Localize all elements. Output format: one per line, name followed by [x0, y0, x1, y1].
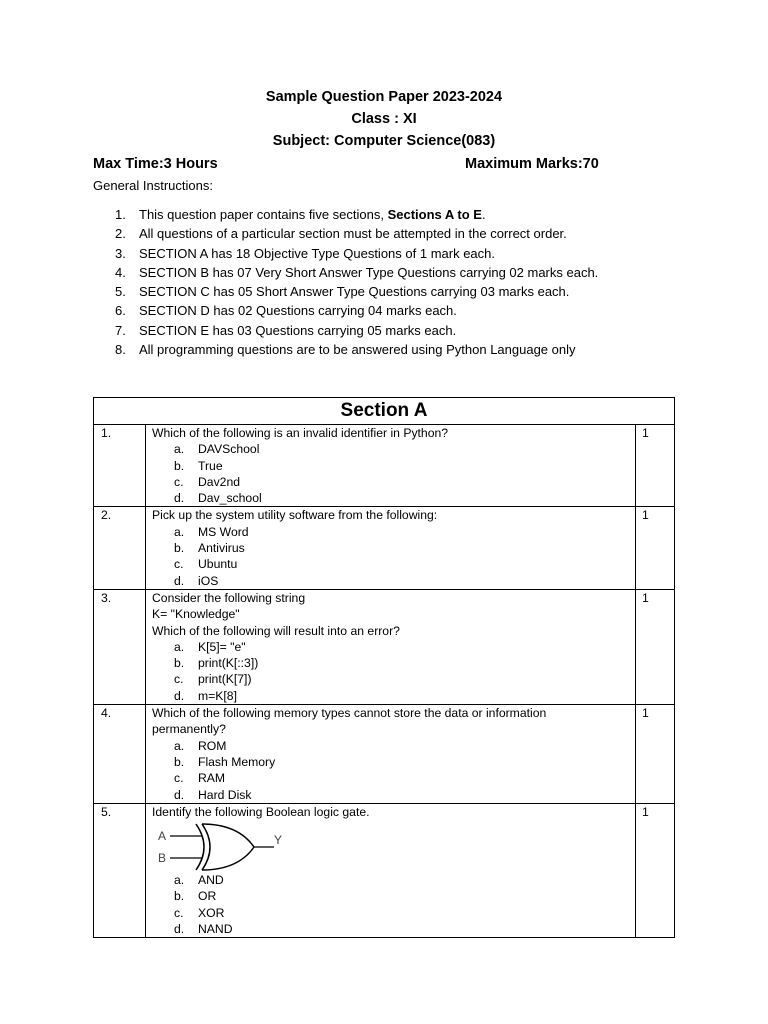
question-marks	[636, 589, 675, 704]
question-number-text: 4.	[101, 706, 112, 721]
instruction-item	[93, 301, 693, 320]
answer-option	[152, 639, 635, 655]
option-letter: c.	[174, 905, 184, 920]
option-text: MS Word	[198, 524, 249, 539]
option-letter: a.	[174, 442, 185, 457]
option-text: NAND	[198, 922, 233, 937]
question-row	[94, 705, 675, 804]
option-text: Antivirus	[198, 541, 245, 556]
question-marks	[636, 425, 675, 507]
max-marks: Maximum Marks:70	[465, 156, 599, 172]
question-text: Which of the following memory types cannot store the data or information	[152, 706, 547, 721]
question-number	[94, 589, 146, 704]
instruction-item	[93, 282, 693, 301]
instruction-number: 3.	[115, 245, 126, 261]
option-letter: a.	[174, 738, 185, 753]
answer-option	[152, 490, 635, 506]
option-letter: d.	[174, 787, 185, 802]
question-row	[94, 507, 675, 589]
instruction-text: SECTION D has 02 Questions carrying 04 marks each.	[139, 303, 457, 319]
question-row	[94, 589, 675, 704]
option-text: Flash Memory	[198, 754, 276, 769]
answer-option	[152, 556, 635, 572]
option-text: m=K[8]	[198, 688, 237, 703]
option-letter: a.	[174, 639, 185, 654]
marks-value: 1	[642, 508, 649, 523]
option-text: RAM	[198, 771, 226, 786]
instruction-number: 8.	[115, 342, 126, 358]
option-letter: c.	[174, 474, 184, 489]
question-marks	[636, 705, 675, 804]
answer-option	[152, 787, 635, 803]
gate-input-a-label: A	[158, 829, 167, 844]
question-number-text: 1.	[101, 426, 112, 440]
question-number	[94, 803, 146, 937]
instruction-number: 1.	[115, 207, 126, 222]
instruction-text: SECTION E has 03 Questions carrying 05 marks each.	[139, 322, 457, 338]
class-line: Class : XI	[351, 111, 417, 127]
gate-output-label: Y	[274, 833, 283, 848]
instruction-text: All programming questions are to be answered using Python Language only	[139, 342, 576, 358]
question-text: permanently?	[152, 722, 226, 737]
option-letter: a.	[174, 524, 185, 539]
instruction-text: SECTION C has 05 Short Answer Type Questions carrying 03 marks each.	[139, 284, 570, 300]
answer-option	[152, 688, 635, 704]
instruction-text: SECTION B has 07 Very Short Answer Type Questions carrying 02 marks each.	[139, 264, 599, 280]
option-letter: d.	[174, 922, 185, 937]
option-letter: b.	[174, 458, 185, 473]
question-body	[146, 589, 636, 704]
option-letter: a.	[174, 873, 185, 888]
option-text: K[5]= "e"	[198, 639, 246, 654]
question-number	[94, 425, 146, 507]
answer-option	[152, 524, 635, 540]
question-body	[146, 705, 636, 804]
answer-option	[152, 754, 635, 770]
option-text: AND	[198, 873, 224, 888]
answer-option	[152, 921, 635, 937]
option-letter: b.	[174, 889, 185, 904]
option-letter: c.	[174, 771, 184, 786]
instruction-item	[93, 321, 693, 340]
instruction-item	[93, 205, 693, 224]
instruction-tail: .	[481, 207, 486, 222]
option-text: Dav_school	[198, 491, 262, 506]
question-row	[94, 425, 675, 507]
option-text: ROM	[198, 738, 227, 753]
question-text: Pick up the system utility software from the following:	[152, 508, 438, 523]
answer-option	[152, 458, 635, 474]
option-text: Hard Disk	[198, 787, 252, 802]
option-text: print(K[7])	[198, 672, 252, 687]
option-text: Ubuntu	[198, 557, 238, 572]
option-letter: d.	[174, 688, 185, 703]
answer-option	[152, 872, 635, 888]
answer-option	[152, 540, 635, 556]
option-letter: b.	[174, 541, 185, 556]
instruction-text: All questions of a particular section must be attempted in the correct order.	[139, 226, 567, 242]
instruction-item	[93, 340, 693, 359]
option-text: True	[198, 458, 223, 473]
marks-value: 1	[642, 804, 649, 819]
instructions-list	[93, 205, 693, 359]
instruction-number: 5.	[115, 284, 126, 300]
instruction-bold-text: Sections A to E	[387, 207, 482, 222]
gate-back-curve	[202, 824, 210, 870]
answer-option	[152, 888, 635, 904]
gate-input-curve	[196, 824, 204, 870]
option-letter: c.	[174, 557, 184, 572]
question-text: Which of the following will result into an error?	[152, 623, 400, 638]
option-text: Dav2nd	[198, 474, 241, 489]
marks-value: 1	[642, 706, 649, 721]
instruction-text: SECTION A has 18 Objective Type Questions of 1 mark each.	[139, 245, 495, 261]
option-letter: d.	[174, 491, 185, 506]
instruction-number: 4.	[115, 264, 126, 280]
question-text: Consider the following string	[152, 590, 306, 605]
answer-option	[152, 441, 635, 457]
answer-option	[152, 671, 635, 687]
question-number-text: 2.	[101, 508, 112, 523]
option-letter: d.	[174, 573, 185, 588]
instruction-number: 6.	[115, 303, 126, 319]
paper-title: Sample Question Paper 2023-2024	[265, 89, 503, 105]
question-body	[146, 507, 636, 589]
time-marks-row	[93, 156, 623, 172]
section-title: Section A	[94, 398, 675, 425]
answer-option	[152, 905, 635, 921]
question-text: Which of the following is an invalid identifier in Python?	[152, 426, 449, 440]
question-text: K= "Knowledge"	[152, 607, 240, 622]
question-number-text: 5.	[101, 804, 112, 819]
option-text: print(K[::3])	[198, 656, 259, 671]
question-number	[94, 507, 146, 589]
answer-option	[152, 655, 635, 671]
option-letter: b.	[174, 754, 185, 769]
option-letter: b.	[174, 656, 185, 671]
instruction-item	[93, 263, 693, 282]
answer-option	[152, 738, 635, 754]
instruction-item	[93, 224, 693, 243]
general-instructions-heading: General Instructions:	[93, 178, 213, 193]
option-text: XOR	[198, 905, 225, 920]
question-body	[146, 803, 636, 937]
gate-input-b-label: B	[158, 851, 167, 866]
option-letter: c.	[174, 672, 184, 687]
question-body	[146, 425, 636, 507]
question-row	[94, 803, 675, 937]
answer-option	[152, 474, 635, 490]
instruction-number: 2.	[115, 226, 126, 242]
instruction-number: 7.	[115, 322, 126, 338]
subject-line: Subject: Computer Science(083)	[272, 133, 496, 149]
question-number	[94, 705, 146, 804]
question-marks	[636, 803, 675, 937]
section-a-table	[93, 397, 675, 938]
answer-option	[152, 770, 635, 786]
instruction-text: This question paper contains five sections,	[139, 207, 388, 222]
option-text: iOS	[198, 573, 219, 588]
option-text: OR	[198, 889, 217, 904]
question-text: Identify the following Boolean logic gate.	[152, 804, 370, 819]
question-number-text: 3.	[101, 590, 112, 605]
max-time: Max Time:3 Hours	[93, 156, 218, 172]
xor-gate-diagram	[156, 822, 286, 872]
option-text: DAVSchool	[198, 442, 260, 457]
instruction-item	[93, 244, 693, 263]
marks-value: 1	[642, 590, 649, 605]
marks-value: 1	[642, 426, 649, 440]
question-marks	[636, 507, 675, 589]
answer-option	[152, 573, 635, 589]
